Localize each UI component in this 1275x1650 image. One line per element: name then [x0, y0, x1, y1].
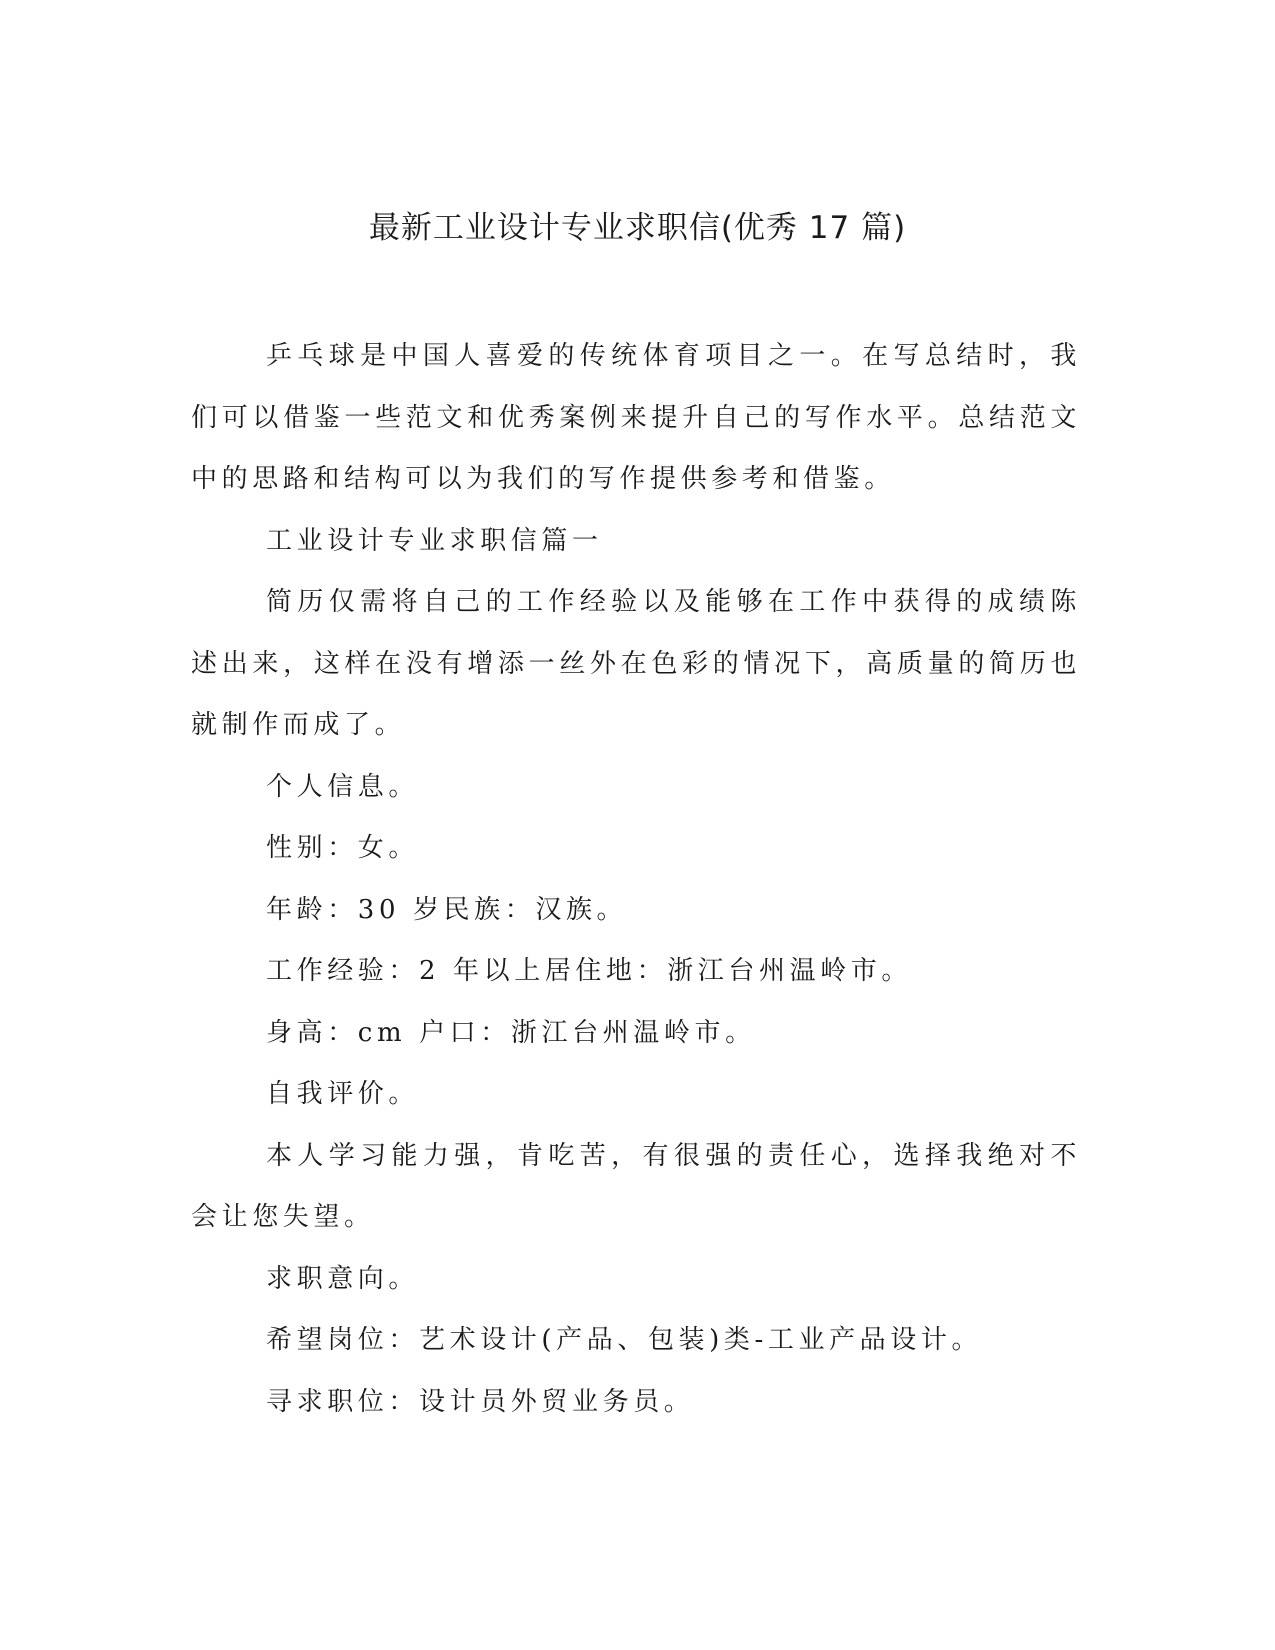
experience-residence-line: 工作经验：2 年以上居住地：浙江台州温岭市。 [266, 956, 913, 986]
paragraph-intro: 乒乓球是中国人喜爱的传统体育项目之一。在写总结时，我们可以借鉴一些范文和优秀案例来提升自己的写作水平。总结范文中的思路和结构可以为我们的写作提供参考和借鉴。 [191, 341, 1081, 494]
desired-position-line: 希望岗位：艺术设计(产品、包装)类-工业产品设计。 [266, 1325, 983, 1355]
section-heading: 工业设计专业求职信篇一 [266, 525, 603, 556]
job-intention-heading: 求职意向。 [266, 1263, 420, 1294]
paragraph-resume: 简历仅需将自己的工作经验以及能够在工作中获得的成绩陈述出来，这样在没有增添一丝外在色彩的情况下，高质量的简历也就制作而成了。 [191, 587, 1081, 740]
seeking-position-line: 寻求职位：设计员外贸业务员。 [266, 1386, 695, 1417]
document-body [191, 326, 1081, 1433]
height-hukou-line: 身高：cm 户口：浙江台州温岭市。 [266, 1017, 756, 1048]
self-evaluation-text: 本人学习能力强，肯吃苦，有很强的责任心，选择我绝对不会让您失望。 [191, 1140, 1081, 1232]
self-evaluation-heading: 自我评价。 [266, 1079, 420, 1109]
document-title: 最新工业设计专业求职信(优秀 17 篇) [368, 210, 907, 246]
age-ethnicity-line: 年龄：30 岁民族：汉族。 [266, 894, 628, 925]
gender-line: 性别：女。 [266, 833, 420, 863]
personal-info-heading: 个人信息。 [266, 771, 420, 802]
